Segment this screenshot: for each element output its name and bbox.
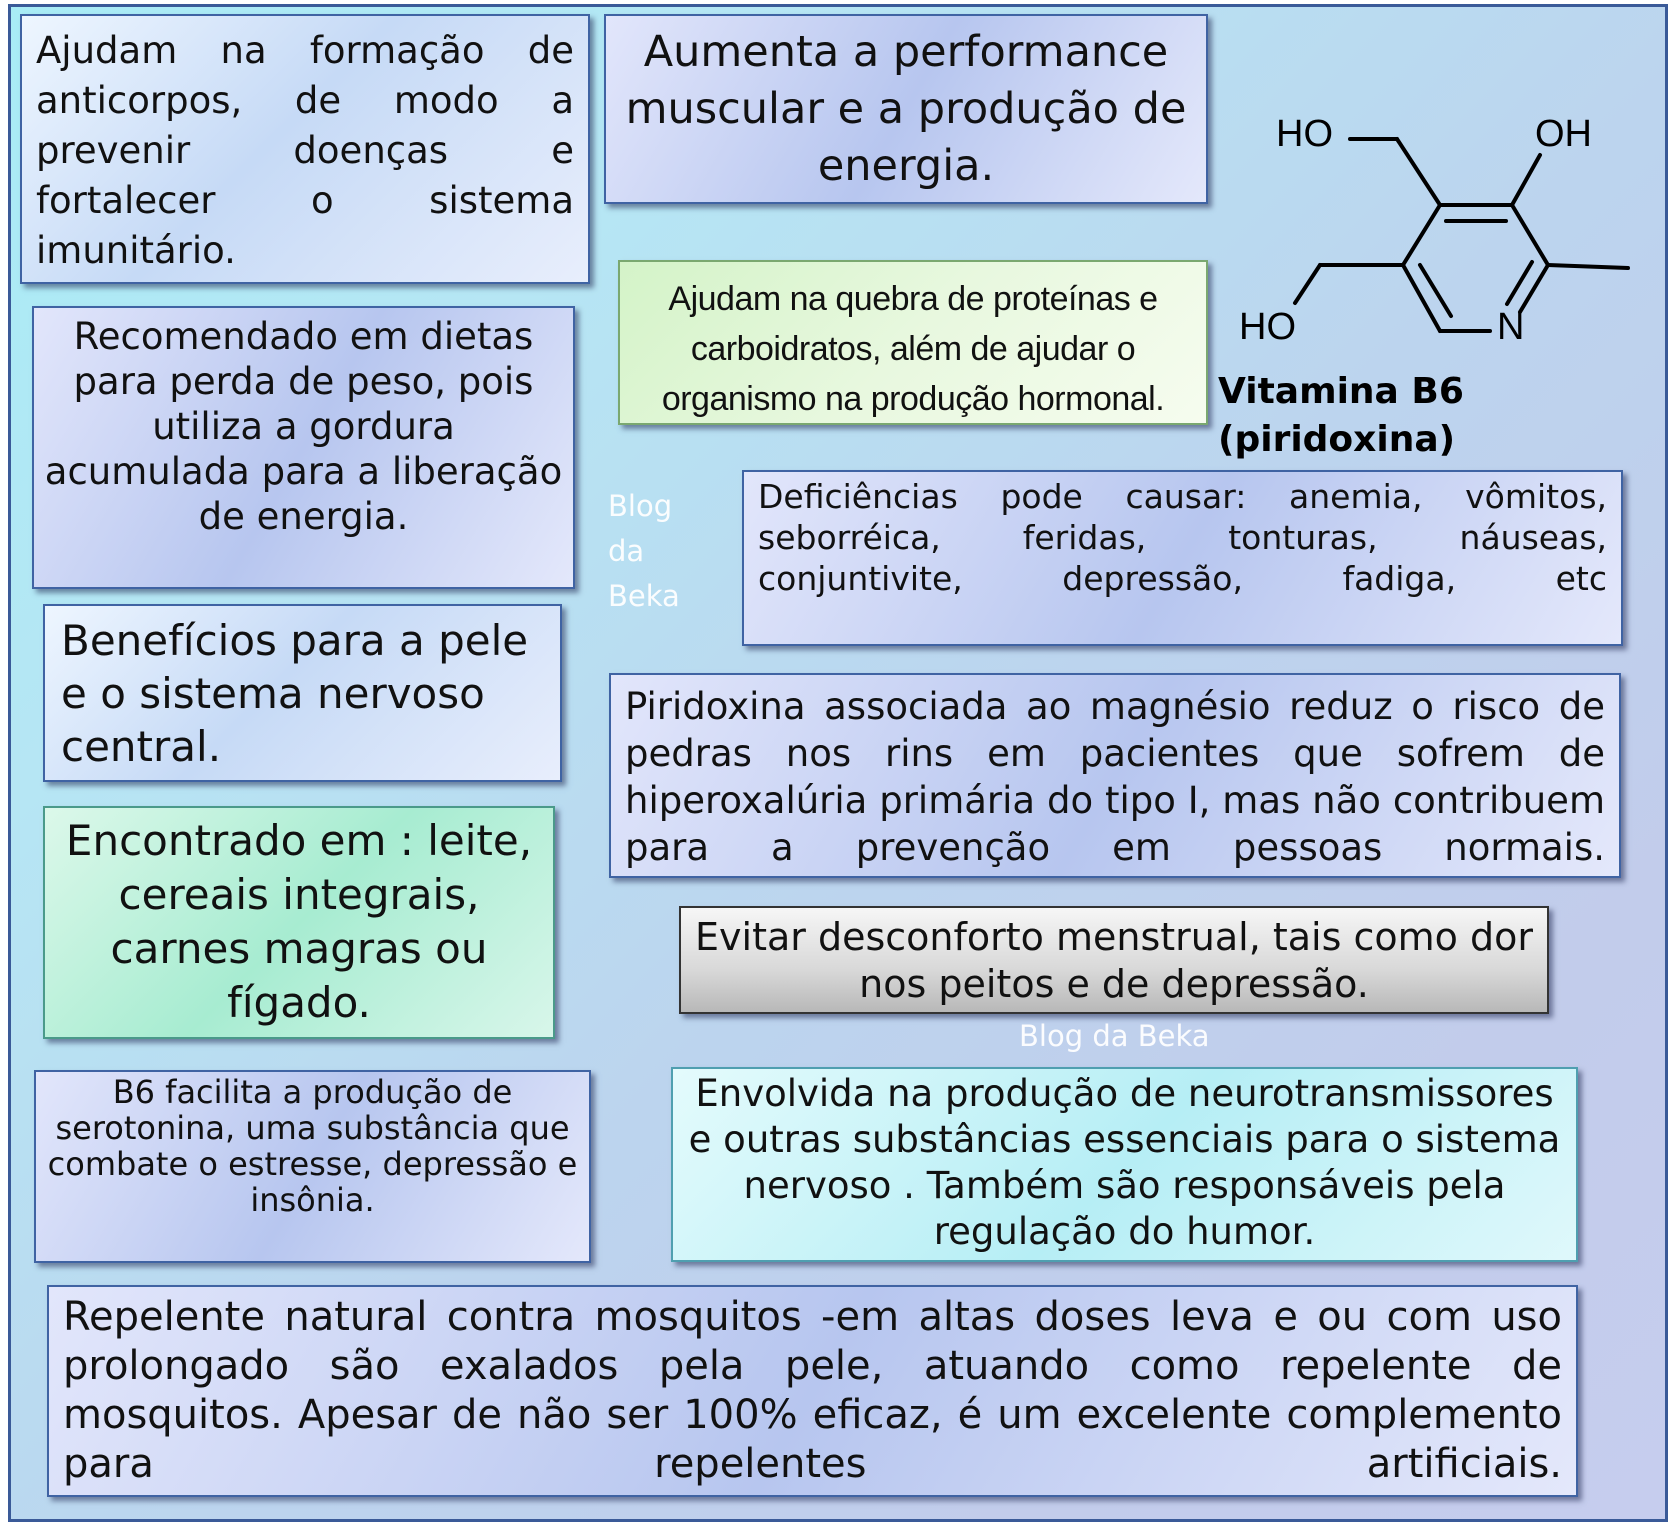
box-piridoxina-text: Piridoxina associada ao magnésio reduz o risco de pedras nos rins em pacientes que sofrem de hiperoxalúria primária do tipo I, mas não contribuem para a prevenção em pessoas normais. xyxy=(625,685,1605,869)
box-encontrado xyxy=(43,806,555,1039)
box-deficiencias-text: Deficiências pode causar: anemia, vômitos, seborréica, feridas, tonturas, náuseas, conjuntivite, depressão, fadiga, etc xyxy=(758,477,1607,598)
molecule-label-ho-bottom: HO xyxy=(1239,306,1296,348)
vitamin-title xyxy=(1218,368,1464,464)
molecule-label-oh: OH xyxy=(1535,113,1592,155)
box-pele xyxy=(43,604,562,782)
box-menstrual-text: Evitar desconforto menstrual, tais como dor nos peitos e de depressão. xyxy=(695,915,1533,1006)
box-neuro xyxy=(671,1067,1578,1262)
box-menstrual xyxy=(679,906,1549,1014)
box-performance xyxy=(604,14,1208,204)
box-proteinas xyxy=(618,260,1208,425)
watermark-side-line2: da xyxy=(608,534,645,568)
watermark-side xyxy=(608,484,680,619)
box-performance-text: Aumenta a performance muscular e a produção de energia. xyxy=(625,27,1187,191)
box-piridoxina xyxy=(609,673,1621,878)
box-repelente xyxy=(47,1285,1578,1497)
molecule-label-ho-top: HO xyxy=(1276,113,1333,155)
watermark-side-line3: Beka xyxy=(608,579,680,613)
box-serotonina xyxy=(34,1070,591,1263)
box-serotonina-text: B6 facilita a produção de serotonina, uma substância que combate o estresse, depressão e insônia. xyxy=(47,1073,578,1219)
box-proteinas-text: Ajudam na quebra de proteínas e carboidratos, além de ajudar o organismo na produção hormonal. xyxy=(661,280,1165,418)
vitamin-subname: (piridoxina) xyxy=(1218,419,1456,460)
box-dietas-text: Recomendado em dietas para perda de peso, pois utiliza a gordura acumulada para a liberação de energia. xyxy=(44,315,563,538)
watermark-center: Blog da Beka xyxy=(1019,1019,1210,1053)
box-pele-text: Benefícios para a pele e o sistema nervoso central. xyxy=(61,616,529,771)
box-deficiencias xyxy=(742,470,1623,646)
box-anticorpos xyxy=(20,14,590,284)
box-anticorpos-text: Ajudam na formação de anticorpos, de modo a prevenir doenças e fortalecer o sistema imunitário. xyxy=(36,29,574,272)
watermark-side-line1: Blog xyxy=(608,489,673,523)
box-dietas xyxy=(32,306,575,589)
vitamin-name: Vitamina B6 xyxy=(1218,371,1464,412)
molecule-label-n: N xyxy=(1497,306,1525,348)
box-encontrado-text: Encontrado em : leite, cereais integrais, carnes magras ou fígado. xyxy=(65,816,533,1027)
box-repelente-text: Repelente natural contra mosquitos -em altas doses leva e ou com uso prolongado são exalados pela pele, atuando como repelente de mosquitos. Apesar de não ser 100% eficaz, é um excelente complemento para repelentes artificiais. xyxy=(63,1294,1562,1487)
box-neuro-text: Envolvida na produção de neurotransmissores e outras substâncias essenciais para o sistema nervoso . Também são responsáveis pela regulação do humor. xyxy=(688,1072,1561,1253)
